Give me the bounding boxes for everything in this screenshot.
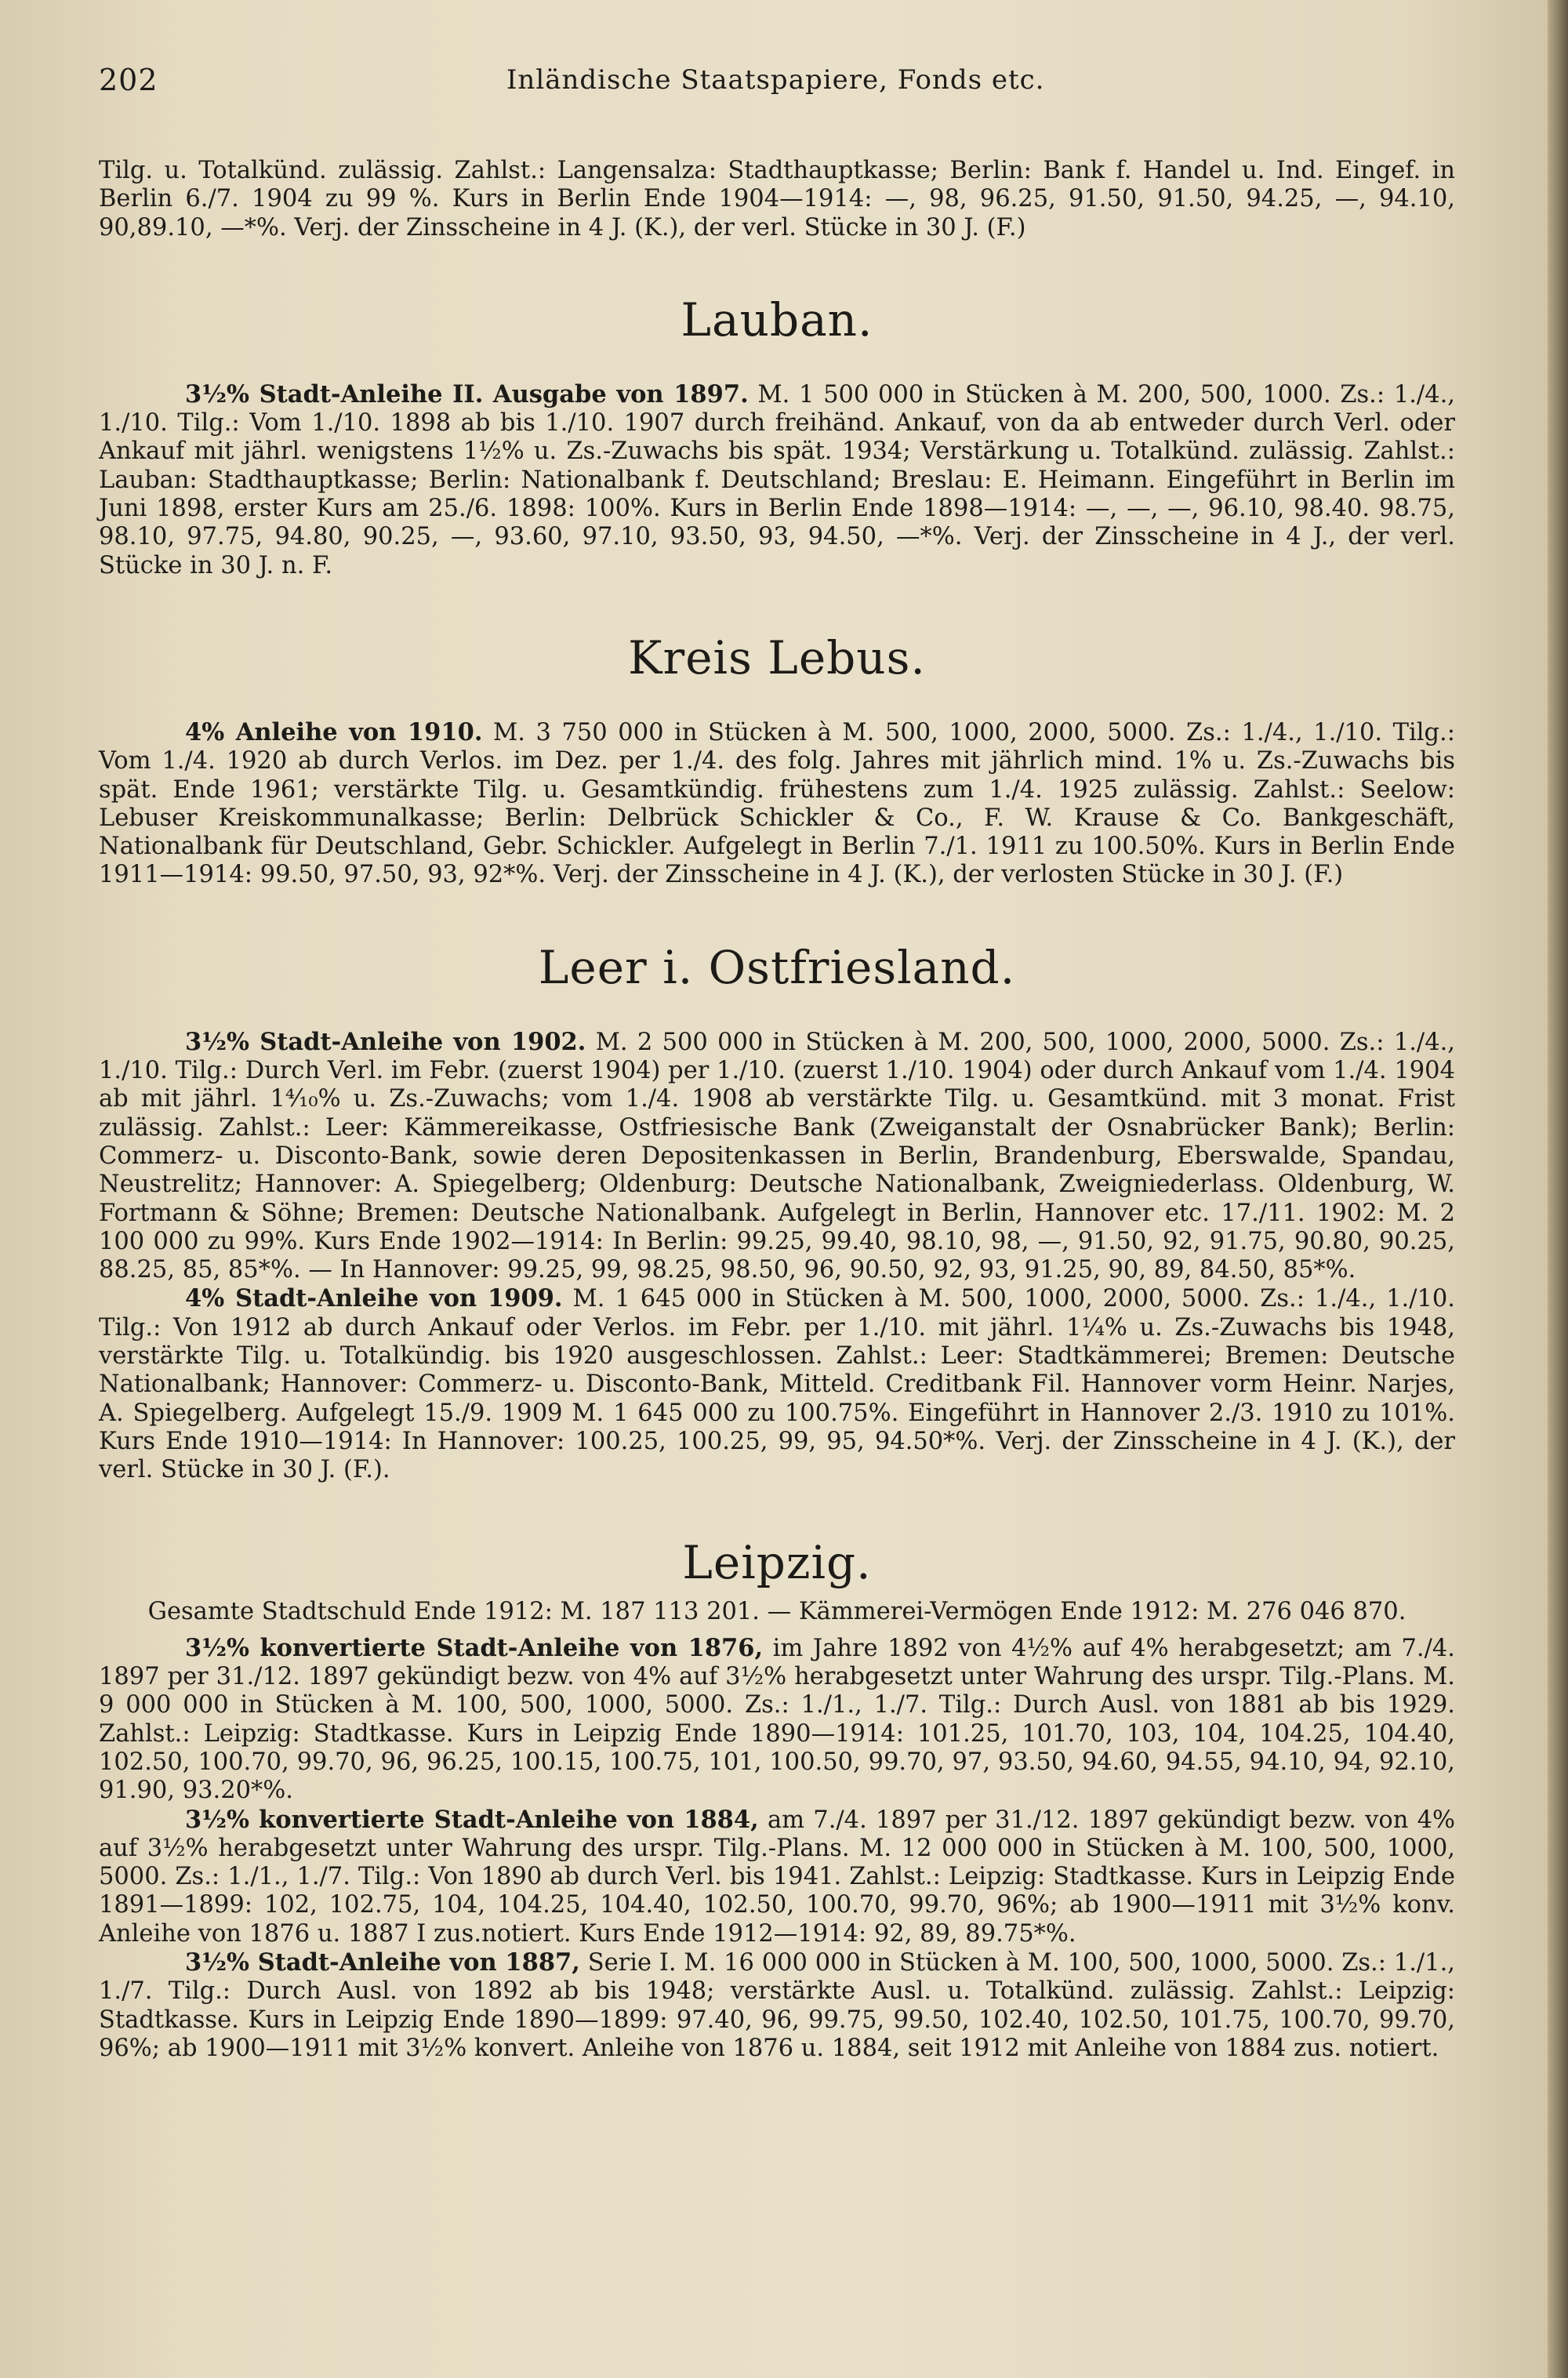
bond-text: M. 2 500 000 in Stücken à M. 200, 500, 1000, 2000, 5000. Zs.: 1./4., 1./10. Tilg.: Durch Verl. im Febr. (zuerst 1904) per 1./10. (zuerst 1./10. 1904) oder durch Ankauf vom 1./4. 1904 ab mit jährl. 1⁴⁄₁₀% u. Zs.-Zuwachs; vom 1./4. 1908 ab verstärkte Tilg. u. Gesamtkünd. mit 3 monat. Frist zulässig. Zahlst.: Leer: Kämmereikasse, Ostfriesische Bank (Zweiganstalt der Osnabrücker Bank); Berlin: Commerz- u. Disconto-Bank, sowie deren Depositenkassen in Berlin, Brandenburg, Eberswalde, Spandau, Neustrelitz; Hannover: A. Spiegelberg; Oldenburg: Deutsche Nationalbank, Zweigniederlass. Oldenburg, W. Fortmann & Söhne; Bremen: Deutsche Nationalbank. Aufgelegt in Berlin, Hannover etc. 17./11. 1902: M. 2 100 000 zu 99%. Kurs Ende 1902—1914: In Berlin: 99.25, 99.40, 98.10, 98, —, 91.50, 92, 91.75, 90.80, 90.25, 88.25, 85, 85*%. — In Hannover: 99.25, 99, 98.25, 98.50, 96, 90.50, 92, 93, 91.25, 90, 89, 84.50, 85*%. (99, 1028, 1455, 1284)
section-heading-lauban: Lauban. (681, 292, 873, 347)
bond-entry (99, 718, 1455, 890)
section-heading-leipzig: Leipzig. (682, 1535, 872, 1589)
bond-title: 3½% Stadt-Anleihe von 1902. (185, 1027, 586, 1056)
bond-entry (99, 380, 1455, 580)
bond-entry (99, 1948, 1455, 2063)
running-title: Inländische Staatspapiere, Fonds etc. (506, 64, 1045, 96)
section-heading-leer: Leer i. Ostfriesland. (538, 940, 1016, 994)
bond-title: 4% Anleihe von 1910. (185, 717, 483, 746)
page-content (99, 63, 1455, 2063)
bond-entry (99, 1806, 1455, 1948)
bond-text: Serie I. M. 16 000 000 in Stücken à M. 100, 500, 1000, 5000. Zs.: 1./1., 1./7. Tilg.: Durch Ausl. von 1892 ab bis 1948; verstärkte Ausl. u. Totalkünd. zulässig. Zahlst.: Leipzig: Stadtkasse. Kurs in Leipzig Ende 1890—1899: 97.40, 96, 99.75, 99.50, 102.40, 102.50, 101.75, 100.70, 99.70, 96%; ab 1900—1911 mit 3½% konvert. Anleihe von 1876 u. 1884, seit 1912 mit Anleihe von 1884 zus. notiert. (99, 1949, 1455, 2062)
running-header (99, 63, 1455, 110)
bond-entry (99, 1028, 1455, 1285)
bond-text: M. 1 500 000 in Stücken à M. 200, 500, 1000. Zs.: 1./4., 1./10. Tilg.: Vom 1./10. 1898 ab bis 1./10. 1907 durch freihänd. Ankauf, von da ab entweder durch Verl. oder Ankauf mit jährl. wenigstens 1½% u. Zs.-Zuwachs bis spät. 1934; Verstärkung u. Totalkünd. zulässig. Zahlst.: Lauban: Stadthauptkasse; Berlin: Nationalbank f. Deutschland; Breslau: E. Heimann. Eingeführt in Berlin im Juni 1898, erster Kurs am 25./6. 1898: 100%. Kurs in Berlin Ende 1898—1914: —, —, —, 96.10, 98.40. 98.75, 98.10, 97.75, 94.80, 90.25, —, 93.60, 97.10, 93.50, 93, 94.50, —*%. Verj. der Zinsscheine in 4 J., der verl. Stücke in 30 J. n. F. (99, 380, 1455, 579)
bond-text: im Jahre 1892 von 4½% auf 4% herabgesetzt; am 7./4. 1897 per 31./12. 1897 gekündigt bezw. von 4% auf 3½% herabgesetzt unter Wahrung des urspr. Tilg.-Plans. M. 9 000 000 in Stücken à M. 100, 500, 1000, 5000. Zs.: 1./1., 1./7. Tilg.: Durch Ausl. von 1881 ab bis 1929. Zahlst.: Leipzig: Stadtkasse. Kurs in Leipzig Ende 1890—1914: 101.25, 101.70, 103, 104, 104.25, 104.40, 102.50, 100.70, 99.70, 96, 96.25, 100.15, 100.75, 101, 100.50, 99.70, 97, 93.50, 94.60, 94.55, 94.10, 94, 92.10, 91.90, 93.20*%. (99, 1634, 1455, 1805)
section-heading-kreis-lebus: Kreis Lebus. (628, 630, 926, 684)
bond-entry (99, 1634, 1455, 1806)
bond-text: M. 1 645 000 in Stücken à M. 500, 1000, 2000, 5000. Zs.: 1./4., 1./10. Tilg.: Von 1912 ab durch Ankauf oder Verlos. im Febr. per 1./10. mit jährl. 1¼% u. Zs.-Zuwachs bis 1948, verstärkte Tilg. u. Totalkündig. bis 1920 ausgeschlossen. Zahlst.: Leer: Stadtkämmerei; Bremen: Deutsche Nationalbank; Hannover: Commerz- u. Disconto-Bank, Mitteld. Creditbank Fil. Hannover vorm Heinr. Narjes, A. Spiegelberg. Aufgelegt 15./9. 1909 M. 1 645 000 zu 100.75%. Eingeführt in Hannover 2./3. 1910 zu 101%. Kurs Ende 1910—1914: In Hannover: 100.25, 100.25, 99, 95, 94.50*%. Verj. der Zinsscheine in 4 J. (K.), der verl. Stücke in 30 J. (F.). (99, 1285, 1455, 1484)
bond-text: am 7./4. 1897 per 31./12. 1897 gekündigt bezw. von 4% auf 3½% herabgesetzt unter Wahrung des urspr. Tilg.-Plans. M. 12 000 000 in Stücken à M. 100, 500, 1000, 5000. Zs.: 1./1., 1./7. Tilg.: Von 1890 ab durch Verl. bis 1941. Zahlst.: Leipzig: Stadtkasse. Kurs in Leipzig Ende 1891—1899: 102, 102.75, 104, 104.25, 104.40, 102.50, 100.70, 99.70, 96%; ab 1900—1911 mit 3½% konv. Anleihe von 1876 u. 1887 I zus.notiert. Kurs Ende 1912—1914: 92, 89, 89.75*%. (99, 1806, 1456, 1948)
bond-entry (99, 1284, 1455, 1484)
page-number: 202 (99, 63, 158, 97)
bond-title: 3½% Stadt-Anleihe von 1887, (185, 1948, 580, 1977)
bond-title: 3½% Stadt-Anleihe II. Ausgabe von 1897. (185, 379, 749, 408)
bond-text: M. 3 750 000 in Stücken à M. 500, 1000, 2000, 5000. Zs.: 1./4., 1./10. Tilg.: Vom 1./4. 1920 ab durch Verlos. im Dez. per 1./4. des folg. Jahres mit jährlich mind. 1% u. Zs.-Zuwachs bis spät. Ende 1961; verstärkte Tilg. u. Gesamtkündig. frühestens zum 1./4. 1925 zulässig. Zahlst.: Seelow: Lebuser Kreiskommunalkasse; Berlin: Delbrück Schickler & Co., F. W. Krause & Co. Bankgeschäft, Nationalbank für Deutschland, Gebr. Schickler. Aufgelegt in Berlin 7./1. 1911 zu 100.50%. Kurs in Berlin Ende 1911—1914: 99.50, 97.50, 93, 92*%. Verj. der Zinsscheine in 4 J. (K.), der verlosten Stücke in 30 J. (F.) (99, 718, 1455, 889)
intro-paragraph: Tilg. u. Totalkünd. zulässig. Zahlst.: Langensalza: Stadthauptkasse; Berlin: Bank f. Handel u. Ind. Eingef. in Berlin 6./7. 1904 zu 99 %. Kurs in Berlin Ende 1904—1914: —, 98, 96.25, 91.50, 91.50, 94.25, —, 94.10, 90,89.10, —*%. Verj. der Zinsscheine in 4 J. (K.), der verl. Stücke in 30 J. (F.) (99, 157, 1455, 241)
bond-title: 4% Stadt-Anleihe von 1909. (185, 1284, 563, 1313)
section-subtitle-leipzig: Gesamte Stadtschuld Ende 1912: M. 187 113 201. — Kämmerei-Vermögen Ende 1912: M. 276 046 870. (147, 1597, 1406, 1625)
bond-title: 3½% konvertierte Stadt-Anleihe von 1884, (185, 1805, 759, 1834)
bond-title: 3½% konvertierte Stadt-Anleihe von 1876, (185, 1633, 764, 1662)
page-edge-shadow (1548, 0, 1568, 2378)
